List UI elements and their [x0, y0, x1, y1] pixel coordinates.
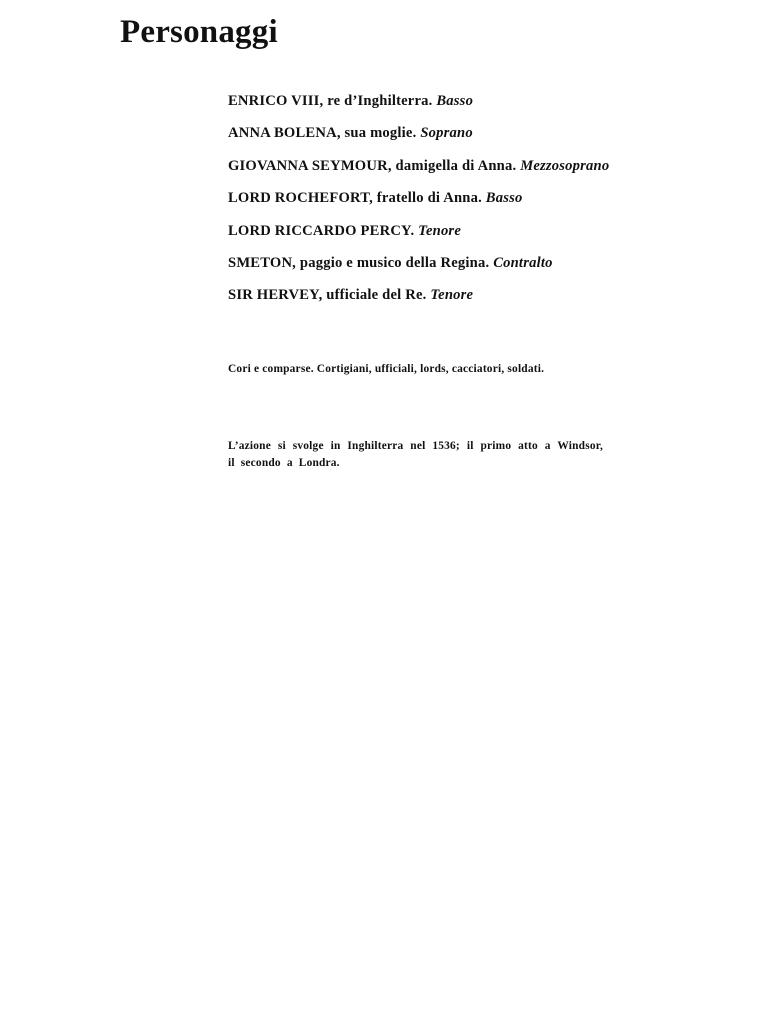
voice-type: Soprano — [420, 125, 473, 142]
character-description: ANNA BOLENA, sua moglie. — [228, 125, 417, 142]
cast-item-rochefort — [228, 187, 609, 219]
voice-type: Mezzosoprano — [520, 157, 610, 174]
character-description: SIR HERVEY, ufficiale del Re. — [228, 287, 427, 304]
cast-item-smeton — [228, 252, 609, 284]
character-description: ENRICO VIII, re d’Inghilterra. — [228, 93, 433, 109]
character-description: LORD ROCHEFORT, fratello di Anna. — [228, 190, 482, 207]
cast-item-percy — [228, 220, 609, 252]
cast-item-anna — [228, 122, 609, 154]
cast-item-giovanna — [228, 155, 609, 187]
voice-type: Basso — [436, 93, 474, 109]
page-title: Personaggi — [120, 14, 278, 50]
character-description: LORD RICCARDO PERCY. — [228, 222, 415, 239]
setting-note: L’azione si svolge in Inghilterra nel 1536; il primo atto a Windsor, il secondo a Londra. — [228, 440, 603, 469]
voice-type: Contralto — [493, 254, 553, 271]
chorus-note: Cori e comparse. Cortigiani, ufficiali, lords, cacciatori, soldati. — [228, 363, 545, 375]
voice-type: Tenore — [430, 287, 474, 304]
character-description: SMETON, paggio e musico della Regina. — [228, 254, 490, 271]
voice-type: Tenore — [418, 222, 461, 239]
character-description: GIOVANNA SEYMOUR, damigella di Anna. — [228, 157, 517, 174]
cast-list — [228, 90, 609, 317]
cast-item-hervey — [228, 284, 609, 316]
cast-item-enrico — [228, 90, 609, 122]
voice-type: Basso — [485, 190, 523, 207]
